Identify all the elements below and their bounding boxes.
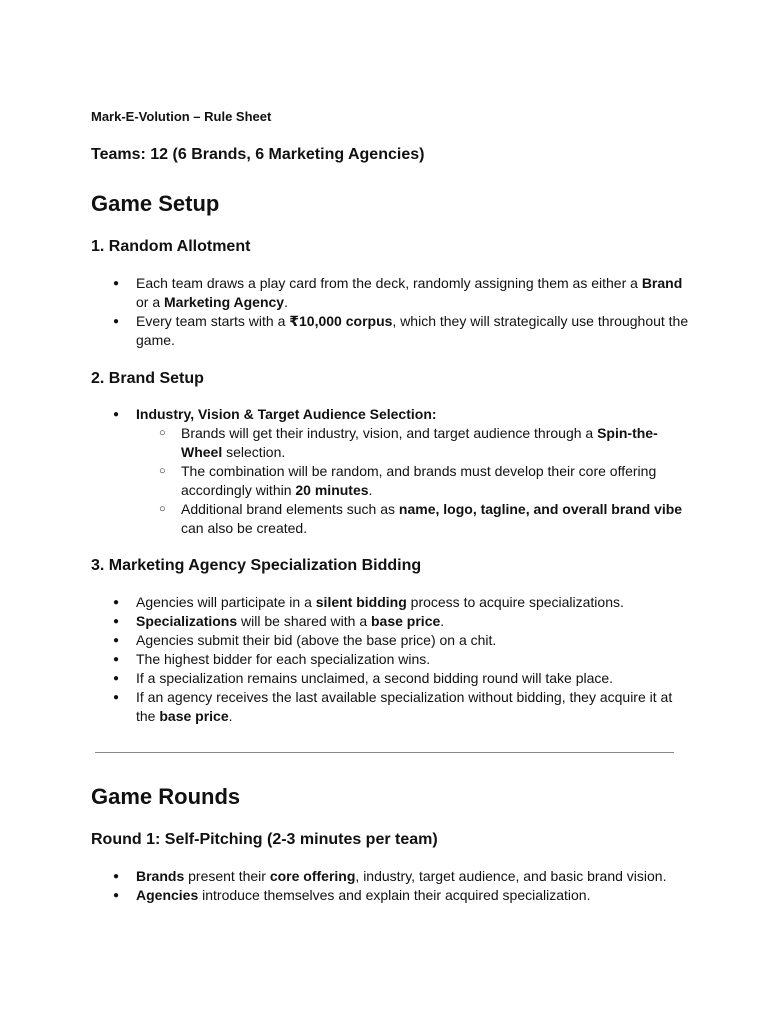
list-item: [91, 650, 691, 669]
list-item: [91, 312, 691, 350]
horizontal-divider: [95, 752, 674, 753]
brand-setup-list: [91, 405, 691, 538]
text: Every team starts with a: [136, 313, 290, 329]
text: Each team draws a play card from the deck, randomly assigning them as either a: [136, 275, 642, 291]
text: process to acquire specializations.: [406, 594, 624, 610]
bold-text: Brands: [136, 868, 185, 884]
text: can also be created.: [181, 520, 308, 536]
bold-text: name, logo, tagline, and overall brand vibe: [398, 501, 683, 517]
agency-bidding-heading: 3. Marketing Agency Specialization Bidding: [91, 557, 422, 574]
bold-text: Spin-the-Wheel: [181, 425, 658, 460]
game-setup-heading: Game Setup: [91, 191, 220, 216]
text: The combination will be random, and brands must develop their core offering accordingly within: [181, 463, 657, 498]
bold-text: 20 minutes: [295, 482, 369, 498]
bold-text: ₹10,000 corpus: [289, 313, 393, 329]
round1-list: [91, 867, 691, 905]
list-item: [91, 669, 691, 688]
bold-text: Agencies: [136, 887, 199, 903]
list-item: [91, 688, 691, 726]
text: Agencies submit their bid (above the base price) on a chit.: [136, 632, 497, 648]
text: .: [368, 482, 373, 498]
text: will be shared with a: [237, 613, 371, 629]
list-item: [91, 274, 691, 312]
text: .: [440, 613, 445, 629]
teams-heading: Teams: 12 (6 Brands, 6 Marketing Agencies): [91, 146, 425, 163]
sub-list-item: [136, 424, 691, 462]
bold-text: core offering: [269, 868, 356, 884]
text: .: [228, 708, 233, 724]
round1-heading: Round 1: Self-Pitching (2-3 minutes per team): [91, 831, 438, 848]
agency-bidding-list: [91, 593, 691, 726]
text: Agencies will participate in a: [136, 594, 316, 610]
text: If an agency receives the last available specialization without bidding, they acquire it at the: [136, 689, 673, 724]
bold-text: Marketing Agency: [164, 294, 285, 310]
bold-text: base price: [159, 708, 229, 724]
text: If a specialization remains unclaimed, a second bidding round will take place.: [136, 670, 614, 686]
sub-list-item: [136, 500, 691, 538]
brand-setup-heading: 2. Brand Setup: [91, 370, 204, 387]
bold-text: silent bidding: [315, 594, 407, 610]
document-title: Mark-E-Volution – Rule Sheet: [91, 109, 272, 124]
bold-text: base price: [371, 613, 441, 629]
text: or a: [136, 294, 165, 310]
list-item: [91, 886, 691, 905]
text: The highest bidder for each specialization wins.: [136, 651, 431, 667]
list-item: [91, 405, 691, 538]
game-rounds-heading: Game Rounds: [91, 784, 241, 809]
list-item: [91, 631, 691, 650]
random-allotment-list: [91, 274, 691, 350]
brand-setup-sublist: [136, 424, 691, 538]
text: Brands will get their industry, vision, and target audience through a: [181, 425, 598, 441]
text: Additional brand elements such as: [181, 501, 399, 517]
sub-list-item: [136, 462, 691, 500]
list-item: [91, 593, 691, 612]
text: introduce themselves and explain their acquired specialization.: [198, 887, 591, 903]
random-allotment-heading: 1. Random Allotment: [91, 238, 251, 255]
text: .: [284, 294, 288, 310]
bold-text: Brand: [641, 275, 683, 291]
list-item: [91, 867, 691, 886]
text: present their: [184, 868, 270, 884]
bold-text: Industry, Vision & Target Audience Selection:: [136, 406, 437, 422]
list-item: [91, 612, 691, 631]
bold-text: Specializations: [136, 613, 238, 629]
text: , which they will strategically use throughout the game.: [136, 313, 689, 348]
text: selection.: [222, 444, 286, 460]
text: , industry, target audience, and basic brand vision.: [355, 868, 667, 884]
